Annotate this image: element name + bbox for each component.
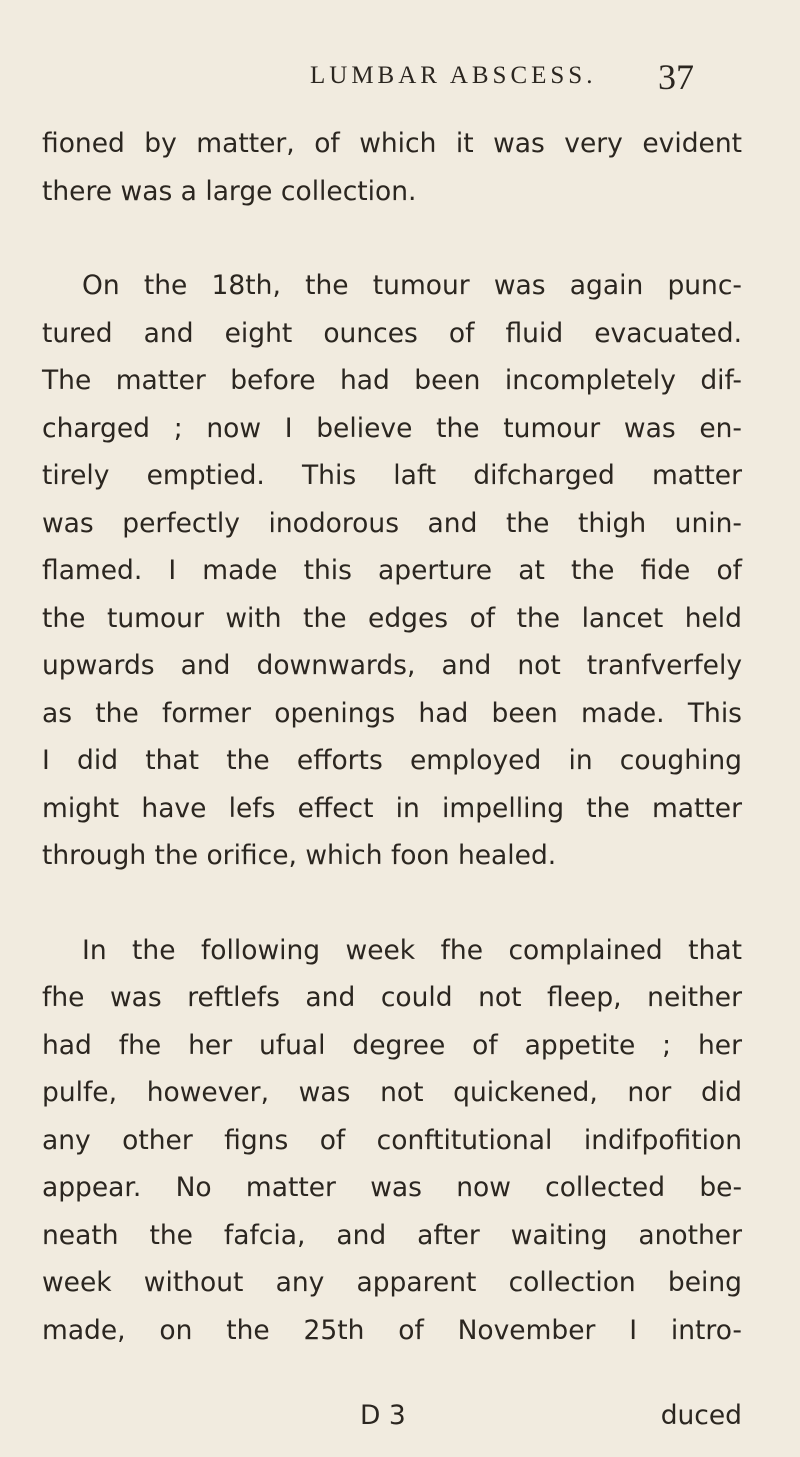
page-header [0,57,800,102]
text-line: through the orifice, which foon healed. [42,840,557,871]
text-line: was perfectly inodorous and the thigh unin- [42,507,742,539]
text-line: fhe was reftlefs and could not fleep, neither [42,982,742,1013]
page-number: 37 [658,57,694,97]
text-line: On the 18th, the tumour was again punc- [82,270,742,301]
text-line: The matter before had been incompletely dif- [42,365,742,396]
text-line: pulfe, however, was not quickened, nor did [42,1077,742,1108]
text-line: the tumour with the edges of the lancet held [42,602,742,634]
text-line: might have lefs effect in impelling the matter [42,792,742,824]
text-line: any other figns of conftitutional indifpofition [42,1124,742,1156]
signature-mark: D 3 [360,1400,406,1431]
text-line: there was a large collection. [42,175,417,207]
page-footer [42,1400,742,1444]
text-line: In the following week fhe complained that [82,934,742,966]
body-text [42,120,742,1354]
paragraph-3 [42,927,742,1355]
text-line: tirely emptied. This laft difcharged matter [42,460,742,491]
catchword: duced [660,1400,742,1431]
text-line: had fhe her ufual degree of appetite ; her [42,1029,742,1061]
paragraph-1 [42,120,742,215]
text-line: fioned by matter, of which it was very evident [42,128,742,159]
text-line: upwards and downwards, and not tranfverfely [42,650,742,681]
text-line: as the former openings had been made. This [42,697,742,729]
text-line: appear. No matter was now collected be- [42,1172,742,1203]
text-line: made, on the 25th of November I intro- [42,1314,742,1346]
running-title: LUMBAR ABSCESS. [310,62,597,89]
text-line: I did that the efforts employed in coughing [42,745,742,776]
text-line: flamed. I made this aperture at the fide of [42,555,742,586]
text-line: neath the fafcia, and after waiting another [42,1219,742,1251]
text-line: tured and eight ounces of fluid evacuated. [42,317,742,349]
text-line: week without any apparent collection being [42,1267,742,1298]
text-line: charged ; now I believe the tumour was en- [42,412,742,444]
paragraph-2 [42,262,742,880]
